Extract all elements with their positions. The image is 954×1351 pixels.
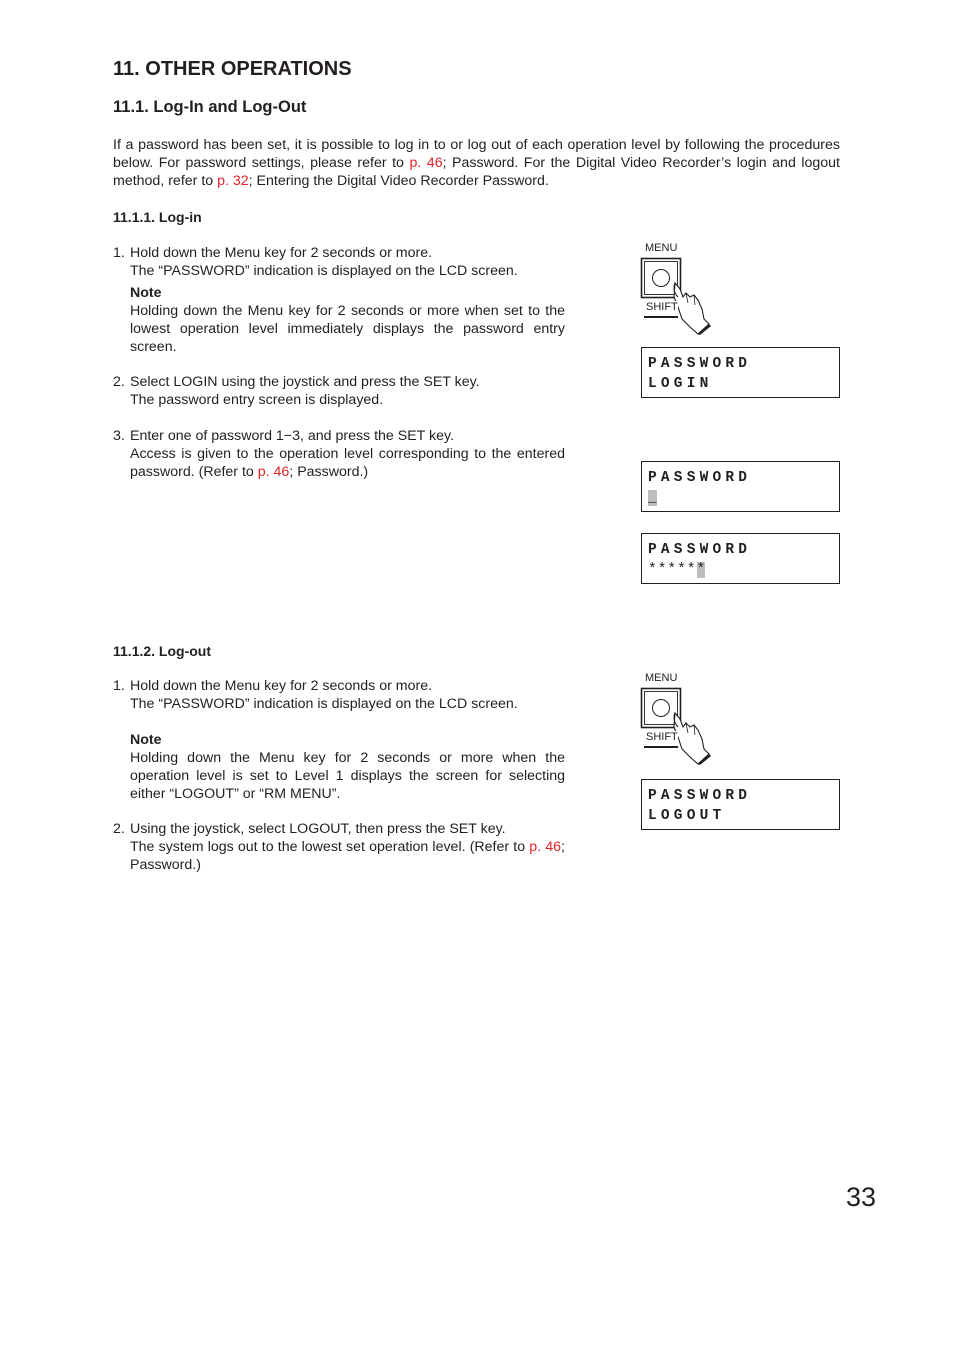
lcd-line-2: LOGIN	[648, 376, 713, 392]
lcd-line-2: ******	[648, 562, 706, 578]
shift-key-label: SHIFT	[646, 301, 678, 313]
login-title: 11.1.1. Log-in	[113, 209, 202, 225]
page-heading: 11. OTHER OPERATIONS	[113, 58, 352, 80]
lcd-line-1: PASSWORD	[648, 470, 752, 486]
menu-key-illustration	[638, 670, 718, 765]
logout-step-2: 2. Using the joystick, select LOGOUT, then press the SET key. The system logs out to the lowest set operation level. (Refer to p. 46; Password.)	[113, 821, 565, 873]
lcd-cursor: *	[696, 562, 706, 578]
hand-pressing-key-icon	[638, 257, 718, 335]
menu-key-label: MENU	[645, 242, 678, 254]
lcd-line-2	[648, 490, 657, 506]
lcd-line-1: PASSWORD	[648, 542, 752, 558]
menu-key-illustration	[638, 240, 718, 335]
note-title: Note	[130, 285, 162, 301]
lcd-screen-password-filled	[641, 533, 840, 584]
lcd-line-2: LOGOUT	[648, 808, 726, 824]
intro-paragraph: If a password has been set, it is possible to log in to or log out of each operation level by following the procedures below. For password settings, please refer to p. 46; Password. For the Digital Video Recorder’s login and logout method, refer to p. 32; Entering the Digital Video Recorder Password.	[113, 137, 840, 189]
logout-step-1: 1. Hold down the Menu key for 2 seconds or more. The “PASSWORD” indication is displayed on the LCD screen. Note Holding down the Menu key for 2 seconds or more when the operation level is set to Level 1 displays the screen for selecting either “LOGOUT” or “RM MENU”.	[113, 678, 565, 802]
link-p46[interactable]: p. 46	[257, 464, 290, 480]
login-step-2: 2. Select LOGIN using the joystick and press the SET key. The password entry screen is displayed.	[113, 374, 480, 408]
hand-pressing-key-icon	[638, 687, 718, 765]
menu-key-label: MENU	[645, 672, 678, 684]
lcd-screen-login	[641, 347, 840, 398]
lcd-line-1: PASSWORD	[648, 788, 752, 804]
link-p46[interactable]: p. 46	[409, 155, 443, 171]
section-title: 11.1. Log-In and Log-Out	[113, 98, 307, 116]
login-step-1: 1. Hold down the Menu key for 2 seconds or more. The “PASSWORD” indication is displayed on the LCD screen. Note Holding down the Menu key for 2 seconds or more when set to the lowest operation level immediately displays the password entry screen.	[113, 245, 565, 355]
shift-key-label: SHIFT	[646, 731, 678, 743]
lcd-cursor: _	[648, 490, 657, 506]
link-p46[interactable]: p. 46	[529, 839, 562, 855]
login-step-3: 3. Enter one of password 1−3, and press the SET key. Access is given to the operation level corresponding to the entered password. (Refer to p. 46; Password.)	[113, 428, 565, 480]
link-p32[interactable]: p. 32	[217, 173, 249, 189]
lcd-screen-password-entry	[641, 461, 840, 512]
page-number: 33	[846, 1182, 877, 1212]
note-text: Holding down the Menu key for 2 seconds or more when the operation level is set to Level 1 displays the screen for selecting either “LOGOUT” or “RM MENU”.	[130, 750, 565, 802]
lcd-line-1: PASSWORD	[648, 356, 752, 372]
note-title: Note	[130, 732, 162, 748]
logout-title: 11.1.2. Log-out	[113, 643, 212, 659]
note-text: Holding down the Menu key for 2 seconds or more when set to the lowest operation level immediately displays the password entry screen.	[130, 303, 565, 355]
lcd-screen-logout	[641, 779, 840, 830]
